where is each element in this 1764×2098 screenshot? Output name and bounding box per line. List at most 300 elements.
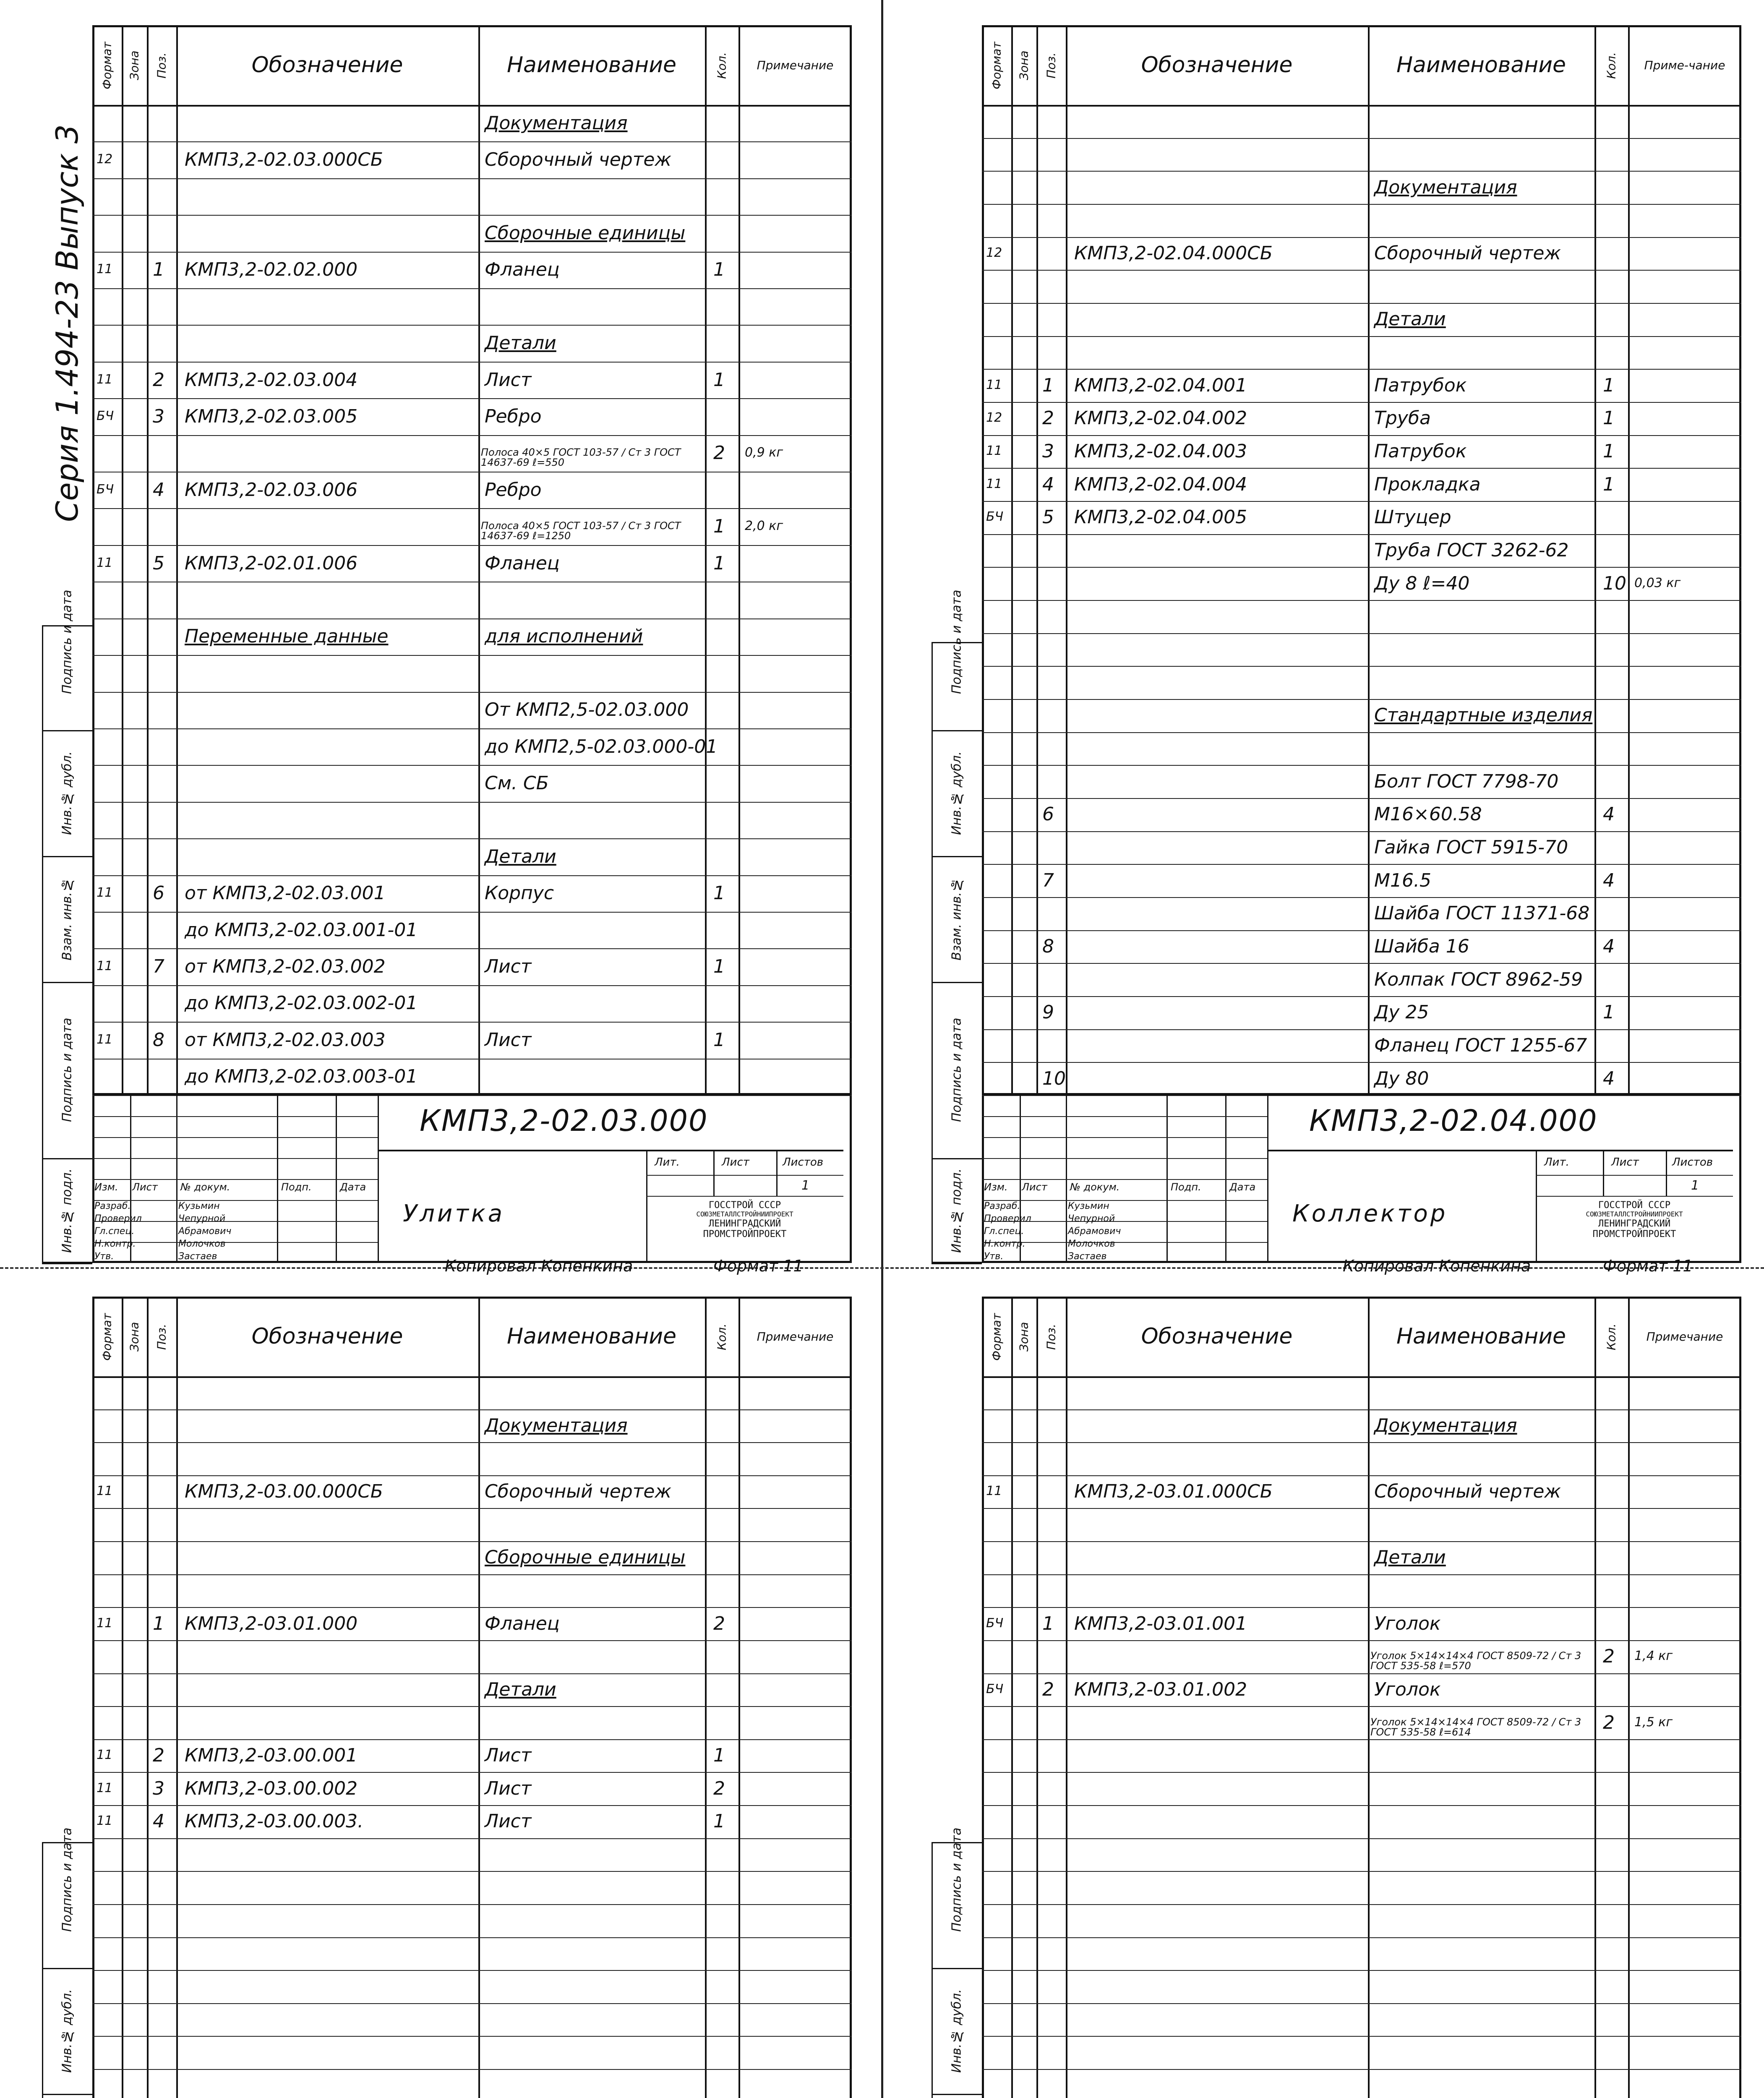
cell-name: Труба: [1374, 407, 1431, 429]
column-line: [147, 1297, 149, 2098]
row-line: [982, 1739, 1741, 1740]
tb-label-izm: Изм.: [984, 1181, 1008, 1193]
tb-row-line: [982, 1137, 1267, 1138]
row-line: [982, 1640, 1741, 1641]
cell-pos: 3: [153, 1777, 164, 1799]
tb-label-date: Дата: [340, 1181, 366, 1193]
cell-designation: КМП3,2-02.03.005: [185, 405, 358, 427]
cell-name: Лист: [485, 1029, 532, 1051]
header-line: [982, 1376, 1741, 1378]
row-line: [982, 171, 1741, 172]
tb-lit-col2: [1666, 1150, 1667, 1196]
org-line-org2: СОЮЗМЕТАЛЛСТРОЙНИИПРОЕКТ: [1586, 1210, 1683, 1219]
cell-name: М16×60.58: [1374, 804, 1482, 825]
row-line: [982, 1475, 1741, 1476]
row-line: [92, 1442, 852, 1443]
tb-person-zastaev: Застаев: [1068, 1251, 1107, 1262]
header-name: Наименование: [506, 52, 677, 78]
side-label-inv_dubl: Инв.№ дубл.: [932, 730, 982, 857]
cell-qty: 1: [1603, 1002, 1615, 1023]
row-line: [92, 1772, 852, 1773]
cell-format: 12: [97, 152, 113, 167]
row-line: [92, 838, 852, 839]
cell-name: для исполнений: [485, 626, 643, 647]
cell-designation: от КМП3,2-02.03.003: [185, 1029, 386, 1051]
header-designation: Обозначение: [1141, 1324, 1293, 1349]
row-line: [982, 567, 1741, 568]
tb-mid-line: [1536, 1150, 1537, 1263]
column-line: [478, 25, 480, 1095]
row-line: [92, 1508, 852, 1509]
cell-format: 11: [986, 444, 1002, 458]
row-line: [92, 398, 852, 399]
row-line: [982, 534, 1741, 535]
header-name: Наименование: [1396, 52, 1566, 78]
cell-pos: 10: [1042, 1067, 1066, 1089]
cell-name: Патрубок: [1374, 374, 1467, 396]
column-line: [705, 1297, 707, 2098]
organization-stamp: [1540, 1200, 1729, 1239]
tb-sheets-label: Листов: [783, 1156, 824, 1169]
tb-person-chepurnoi: Чепурной: [178, 1213, 226, 1224]
row-line: [92, 2036, 852, 2037]
cell-qty: 4: [1603, 869, 1615, 891]
column-line: [1594, 1297, 1596, 2098]
cell-name: Фланец: [485, 259, 560, 281]
cell-name: Болт ГОСТ 7798-70: [1374, 770, 1559, 792]
cell-pos: 9: [1042, 1002, 1054, 1023]
row-line: [92, 618, 852, 619]
cell-designation: КМП3,2-03.01.002: [1074, 1678, 1247, 1700]
row-line: [92, 215, 852, 216]
cell-qty: 1: [713, 1029, 725, 1051]
tb-label-date: Дата: [1229, 1181, 1256, 1193]
cell-pos: 1: [1042, 1613, 1054, 1634]
tb-role-utv: Утв.: [94, 1251, 114, 1262]
column-line: [1594, 25, 1596, 1095]
tb-col-line: [378, 1095, 379, 1263]
row-line: [92, 1838, 852, 1839]
row-line: [92, 655, 852, 656]
column-line: [478, 1297, 480, 2098]
cell-note: 0,03 кг: [1634, 575, 1681, 590]
tb-col-line: [1267, 1095, 1268, 1263]
tb-sheet-label: Лист: [1611, 1156, 1639, 1169]
cell-name: Лист: [485, 1811, 532, 1832]
cell-name: Лист: [485, 1777, 532, 1799]
header-qty: Кол.: [1604, 1323, 1618, 1350]
cell-name: Сборочные единицы: [485, 222, 686, 244]
tb-label-doc: № докум.: [1070, 1181, 1120, 1193]
row-line: [982, 138, 1741, 139]
tb-sheets-label: Листов: [1672, 1156, 1713, 1169]
cell-designation: КМП3,2-02.04.001: [1074, 374, 1247, 396]
column-line: [147, 25, 149, 1095]
cell-format: 11: [97, 262, 113, 277]
cell-pos: 5: [1042, 506, 1054, 528]
row-line: [982, 864, 1741, 865]
tb-label-list: Лист: [1022, 1181, 1047, 1193]
cell-name: Ду 25: [1374, 1002, 1429, 1023]
tb-row-line: [982, 1179, 1267, 1180]
organization-stamp: [650, 1200, 839, 1239]
cell-name-detail: Уголок 5×14×14×4 ГОСТ 8509-72 / Ст 3 ГОСТ 535-58 ℓ=570: [1370, 1650, 1581, 1672]
cell-designation: КМП3,2-03.00.002: [185, 1777, 358, 1799]
row-line: [982, 468, 1741, 469]
cell-designation: до КМП3,2-02.03.001-01: [185, 919, 418, 941]
tb-row-line: [92, 1137, 378, 1138]
tb-lit-line2: [646, 1196, 843, 1197]
cell-name: Шайба ГОСТ 11371-68: [1374, 903, 1590, 924]
header-name: Наименование: [506, 1324, 677, 1349]
cell-name-detail: Уголок 5×14×14×4 ГОСТ 8509-72 / Ст 3 ГОСТ 535-58 ℓ=614: [1370, 1716, 1581, 1738]
row-line: [982, 2069, 1741, 2070]
side-label-podp_data2: Подпись и дата: [42, 1792, 92, 1969]
title-block: [982, 1093, 1741, 1263]
row-line: [92, 1022, 852, 1023]
row-line: [92, 1475, 852, 1476]
footer-format-1: Формат 11: [713, 1257, 804, 1275]
cell-designation: КМП3,2-02.04.005: [1074, 506, 1247, 528]
drawing-code: КМП3,2-02.04.000: [1309, 1104, 1598, 1138]
cell-qty: 1: [1603, 441, 1615, 462]
row-line: [982, 2036, 1741, 2037]
cell-format: 11: [986, 476, 1002, 491]
cell-format: 11: [97, 1748, 113, 1763]
cell-format: БЧ: [97, 482, 114, 497]
cell-name-detail: Полоса 40×5 ГОСТ 103-57 / Ст 3 ГОСТ 14637-69 ℓ=550: [481, 446, 681, 469]
org-line-org3: ЛЕНИНГРАДСКИЙ: [1598, 1218, 1671, 1229]
cell-pos: 2: [153, 1745, 164, 1767]
row-line: [92, 1739, 852, 1740]
cell-pos: 3: [153, 405, 164, 427]
row-line: [92, 1970, 852, 1971]
column-line: [705, 25, 707, 1095]
row-line: [92, 252, 852, 253]
row-line: [982, 996, 1741, 997]
cell-note: 1,4 кг: [1634, 1649, 1673, 1664]
cell-qty: 1: [1603, 407, 1615, 429]
row-line: [92, 692, 852, 693]
row-line: [92, 1640, 852, 1641]
column-line: [176, 25, 178, 1095]
header-line: [92, 105, 852, 107]
header-format: Формат: [100, 42, 114, 89]
cell-qty: 1: [713, 1745, 725, 1767]
side-label-inv_podl: Инв.№ подл.: [932, 1158, 982, 1264]
cell-qty: 1: [1603, 374, 1615, 396]
cell-name: Ду 80: [1374, 1067, 1429, 1089]
header-note: Примечание: [757, 58, 834, 72]
row-line: [982, 1706, 1741, 1707]
cell-name: Ребро: [485, 479, 542, 501]
cell-format: 11: [986, 1484, 1002, 1499]
cell-format: 11: [97, 885, 113, 900]
tb-person-abramovich: Абрамович: [178, 1226, 232, 1237]
cell-designation: КМП3,2-03.01.001: [1074, 1613, 1247, 1634]
tb-label-list: Лист: [132, 1181, 158, 1193]
cell-designation: КМП3,2-03.00.003.: [185, 1811, 364, 1832]
tb-label-sign: Подп.: [1171, 1181, 1201, 1193]
tb-role-gl_spec: Гл.спец.: [94, 1226, 135, 1237]
column-line: [1066, 1297, 1067, 2098]
cell-name: Стандартные изделия: [1374, 705, 1593, 726]
tb-lit-label: Лит.: [1544, 1156, 1569, 1169]
row-line: [92, 1937, 852, 1938]
row-line: [92, 875, 852, 876]
row-line: [982, 237, 1741, 238]
side-label-inv_dubl: Инв.№ дубл.: [932, 1968, 982, 2095]
cell-pos: 6: [153, 882, 164, 904]
cell-name: Колпак ГОСТ 8962-59: [1374, 968, 1583, 990]
tb-lit-line: [1536, 1175, 1733, 1176]
row-line: [982, 402, 1741, 403]
cell-name: Шайба 16: [1374, 936, 1469, 957]
header-note: Примечание: [757, 1329, 834, 1344]
header-pos: Поз.: [154, 1324, 169, 1350]
row-line: [92, 948, 852, 949]
row-line: [982, 1409, 1741, 1410]
cell-format: 12: [986, 410, 1002, 425]
cell-pos: 8: [153, 1029, 164, 1051]
row-line: [92, 141, 852, 142]
column-line: [1011, 25, 1013, 1095]
column-line: [176, 1297, 178, 2098]
drawing-code: КМП3,2-02.03.000: [420, 1104, 708, 1138]
side-label-podp_data: Подпись и дата: [42, 982, 92, 1159]
row-line: [982, 1871, 1741, 1872]
cell-pos: 2: [1042, 407, 1054, 429]
tb-role-razrab: Разраб.: [94, 1201, 131, 1211]
org-line-org3: ЛЕНИНГРАДСКИЙ: [708, 1218, 781, 1229]
spec-sheet-3: [25, 1284, 860, 2098]
row-line: [982, 336, 1741, 337]
cell-name: Детали: [1374, 308, 1446, 330]
tb-person-kuzmin: Кузьмин: [1068, 1201, 1109, 1211]
cell-pos: 4: [1042, 473, 1054, 495]
cell-name: Документация: [1374, 176, 1517, 198]
row-line: [982, 369, 1741, 370]
row-line: [982, 1029, 1741, 1030]
cell-designation: КМП3,2-02.04.003: [1074, 441, 1247, 462]
tb-lit-col2: [776, 1150, 778, 1196]
side-label-vzam: Взам. инв.№: [42, 856, 92, 983]
cell-name: Ребро: [485, 405, 542, 427]
tb-role-n_kontr: Н.контр.: [984, 1239, 1026, 1249]
tb-label-doc: № докум.: [180, 1181, 230, 1193]
row-line: [982, 1062, 1741, 1063]
cell-name: до КМП2,5-02.03.000-01: [485, 736, 718, 757]
tb-row-line: [92, 1179, 378, 1180]
row-line: [92, 508, 852, 509]
tb-sheet-label: Лист: [722, 1156, 749, 1169]
side-label-podp_data2: Подпись и дата: [42, 554, 92, 731]
cell-pos: 4: [153, 1811, 164, 1832]
spec-sheet-4: [915, 1284, 1750, 2098]
footer-copied-2: Копировал Копенкина: [1343, 1257, 1531, 1275]
cell-name: Сборочный чертеж: [1374, 1481, 1561, 1503]
cell-qty: 1: [713, 259, 725, 281]
header-zone: Зона: [1017, 50, 1031, 81]
tb-label-sign: Подп.: [281, 1181, 312, 1193]
row-line: [982, 1673, 1741, 1674]
tb-role-utv: Утв.: [984, 1251, 1004, 1262]
row-line: [982, 699, 1741, 700]
tb-code-line: [1267, 1150, 1733, 1151]
column-line: [1368, 25, 1370, 1095]
tb-person-abramovich: Абрамович: [1068, 1226, 1121, 1237]
row-line: [982, 270, 1741, 271]
cell-designation: КМП3,2-02.04.004: [1074, 473, 1247, 495]
row-line: [982, 2003, 1741, 2004]
tb-person-molochkov: Молочков: [1068, 1239, 1115, 1249]
column-line: [1066, 25, 1067, 1095]
tb-mid-line: [646, 1150, 647, 1263]
cell-format: 11: [97, 1484, 113, 1499]
row-line: [92, 1409, 852, 1410]
tb-role-gl_spec: Гл.спец.: [984, 1226, 1024, 1237]
row-line: [92, 1607, 852, 1608]
row-line: [982, 666, 1741, 667]
side-label-podp_data: Подпись и дата: [932, 982, 982, 1159]
cell-designation: от КМП3,2-02.03.001: [185, 882, 386, 904]
row-line: [92, 325, 852, 326]
cell-format: БЧ: [986, 509, 1004, 524]
tb-role-razrab: Разраб.: [984, 1201, 1020, 1211]
header-qty: Кол.: [1604, 52, 1618, 79]
series-label: Серия 1.494-23 Выпуск 3: [50, 124, 85, 522]
row-line: [92, 288, 852, 289]
row-line: [982, 1772, 1741, 1773]
cell-format: 11: [97, 1814, 113, 1829]
cell-name: Документация: [1374, 1414, 1517, 1436]
row-line: [92, 728, 852, 729]
cell-designation: до КМП3,2-02.03.002-01: [185, 992, 418, 1014]
cell-pos: 3: [1042, 441, 1054, 462]
cell-name: Штуцер: [1374, 506, 1451, 528]
cell-format: БЧ: [97, 408, 114, 423]
cell-note: 2,0 кг: [745, 519, 783, 534]
tb-sheets-count: 1: [801, 1178, 810, 1193]
row-line: [92, 1871, 852, 1872]
cell-qty: 1: [1603, 473, 1615, 495]
cell-qty: 1: [713, 552, 725, 574]
column-line: [1036, 25, 1038, 1095]
cell-pos: 5: [153, 552, 164, 574]
row-line: [92, 178, 852, 179]
cell-qty: 2: [1603, 1646, 1615, 1667]
cell-qty: 4: [1603, 936, 1615, 957]
cell-pos: 6: [1042, 804, 1054, 825]
column-line: [738, 25, 740, 1095]
cell-name: Патрубок: [1374, 441, 1467, 462]
row-line: [982, 798, 1741, 799]
cell-designation: Переменные данные: [185, 626, 389, 647]
cell-qty: 2: [713, 442, 725, 464]
tb-person-zastaev: Застаев: [178, 1251, 217, 1262]
row-line: [982, 765, 1741, 766]
column-line: [1368, 1297, 1370, 2098]
cell-pos: 1: [153, 1613, 164, 1634]
cell-format: 11: [97, 1032, 113, 1047]
header-pos: Поз.: [1044, 1324, 1058, 1350]
row-line: [982, 1805, 1741, 1806]
tb-role-prover: Проверил: [984, 1213, 1031, 1224]
cell-qty: 1: [713, 369, 725, 391]
row-line: [92, 1541, 852, 1542]
side-label-podp_data2: Подпись и дата: [932, 554, 982, 731]
cell-name: От КМП2,5-02.03.000: [485, 699, 689, 721]
tb-role-n_kontr: Н.контр.: [94, 1239, 136, 1249]
cell-designation: КМП3,2-02.03.000СБ: [185, 149, 383, 171]
cell-name-detail: Полоса 40×5 ГОСТ 103-57 / Ст 3 ГОСТ 14637-69 ℓ=1250: [481, 520, 681, 542]
header-format: Формат: [100, 1313, 114, 1361]
org-line-org4: ПРОМСТРОЙПРОЕКТ: [1592, 1229, 1676, 1239]
row-line: [92, 985, 852, 986]
org-line-org2: СОЮЗМЕТАЛЛСТРОЙНИИПРОЕКТ: [696, 1210, 793, 1219]
cell-qty: 1: [713, 516, 725, 538]
row-line: [92, 802, 852, 803]
cell-pos: 7: [1042, 869, 1054, 891]
cell-name: Уголок: [1374, 1613, 1441, 1634]
tb-lit-line2: [1536, 1196, 1733, 1197]
tb-code-line: [378, 1150, 843, 1151]
row-line: [92, 435, 852, 436]
cell-designation: КМП3,2-03.00.000СБ: [185, 1481, 383, 1503]
row-line: [982, 831, 1741, 832]
header-note: Примечание: [1646, 1329, 1723, 1344]
cell-name: Фланец ГОСТ 1255-67: [1374, 1035, 1587, 1056]
cell-name: Сборочные единицы: [485, 1547, 686, 1568]
header-pos: Поз.: [1044, 52, 1058, 78]
column-line: [1011, 1297, 1013, 2098]
tb-row-line: [982, 1158, 1267, 1159]
cell-name: Уголок: [1374, 1678, 1441, 1700]
cell-qty: 2: [713, 1777, 725, 1799]
cell-qty: 4: [1603, 1067, 1615, 1089]
cell-designation: КМП3,2-02.03.006: [185, 479, 358, 501]
cell-format: БЧ: [986, 1615, 1004, 1631]
header-zone: Зона: [127, 1322, 141, 1352]
header-pos: Поз.: [154, 52, 169, 78]
row-line: [982, 897, 1741, 898]
header-designation: Обозначение: [1141, 52, 1293, 78]
cell-name: Детали: [485, 1678, 556, 1700]
cell-qty: 2: [1603, 1712, 1615, 1733]
cell-designation: КМП3,2-02.03.004: [185, 369, 358, 391]
side-label-inv_podl: Инв.№ подл.: [42, 1158, 92, 1264]
header-qty: Кол.: [715, 1323, 729, 1350]
row-line: [982, 435, 1741, 436]
column-line: [738, 1297, 740, 2098]
sheet-frame: [92, 1297, 852, 2098]
tb-lit-line: [646, 1175, 843, 1176]
drawing-title: Улитка: [403, 1200, 505, 1227]
cell-pos: 7: [153, 956, 164, 978]
side-label-vzam: Взам. инв.№: [932, 856, 982, 983]
cell-pos: 1: [153, 259, 164, 281]
header-format: Формат: [989, 1313, 1004, 1361]
org-line-org1: ГОССТРОЙ СССР: [708, 1200, 781, 1211]
header-designation: Обозначение: [251, 1324, 403, 1349]
tb-label-izm: Изм.: [94, 1181, 118, 1193]
cell-qty: 1: [713, 1811, 725, 1832]
cell-format: 12: [986, 245, 1002, 260]
cell-qty: 4: [1603, 804, 1615, 825]
cell-pos: 2: [1042, 1678, 1054, 1700]
org-line-org4: ПРОМСТРОЙПРОЕКТ: [703, 1229, 787, 1239]
footer-copied-1: Копировал Копенкина: [445, 1257, 633, 1275]
